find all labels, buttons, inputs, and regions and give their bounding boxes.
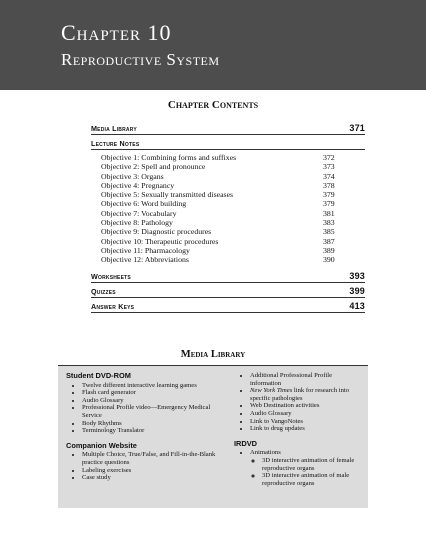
objective-label: Objective 9: Diagnostic procedures	[101, 227, 212, 237]
list-item: • Additional Professional Profile information	[250, 372, 364, 387]
list-item: • Web Destination activities	[250, 402, 364, 410]
objective-label: Objective 2: Spell and pronounce	[101, 162, 206, 172]
animations-label: Animations	[250, 449, 281, 457]
nyt-link-text: New York Times	[250, 387, 293, 395]
toc-objective-row	[91, 255, 365, 264]
chapter-title: Chapter 10	[61, 20, 172, 45]
toc-objective-row	[91, 209, 365, 218]
objective-label: Objective 1: Combining forms and suffixes	[101, 153, 237, 162]
toc-answer-keys	[91, 301, 365, 313]
irdvd-list	[234, 449, 364, 487]
list-item: • Twelve different interactive learning games	[82, 382, 221, 390]
list-item: • Link to drug updates	[250, 425, 364, 433]
toc-objective-row	[91, 227, 365, 236]
objective-label: Objective 6: Word building	[101, 199, 187, 209]
objective-label: Objective 8: Pathology	[101, 218, 173, 228]
media-library-heading: Media Library	[180, 349, 246, 360]
objective-page: 387	[323, 236, 335, 246]
media-library-box	[58, 365, 368, 508]
objective-page: 374	[323, 171, 335, 181]
toc-objective-row	[91, 162, 365, 171]
table-of-contents	[91, 123, 365, 316]
chapter-subtitle: Reproductive System	[61, 50, 220, 69]
toc-section-page: 399	[349, 285, 365, 296]
objective-label: Objective 7: Vocabulary	[101, 208, 177, 218]
list-item: • Multiple Choice, True/False, and Fill-in-the-Blank practice questions	[82, 451, 221, 466]
objective-label: Objective 4: Pregnancy	[101, 180, 175, 190]
toc-section-label: Quizzes	[91, 286, 116, 296]
toc-objective-row	[91, 218, 365, 227]
toc-section-label: Media Library	[91, 124, 137, 133]
toc-objective-row	[91, 237, 365, 246]
toc-section-label: Answer Keys	[91, 301, 135, 311]
objective-page: 378	[323, 180, 335, 190]
list-item: ◦ 3D interactive animation of female reproductive organs	[262, 457, 364, 472]
media-right-column	[234, 372, 364, 487]
objective-page: 379	[323, 190, 335, 200]
objective-label: Objective 3: Organs	[101, 171, 164, 181]
toc-objective-row	[91, 172, 365, 181]
list-item: • Body Rhythms	[82, 420, 221, 428]
toc-quizzes	[91, 286, 365, 298]
toc-worksheets	[91, 271, 365, 283]
list-item: • Audio Glossary	[82, 397, 221, 405]
objective-page: 372	[323, 153, 335, 162]
list-item	[250, 449, 364, 487]
list-item: • Labeling exercises	[82, 467, 221, 475]
companion-list	[66, 451, 221, 481]
student-dvd-list	[66, 382, 221, 435]
objective-label: Objective 5: Sexually transmitted diseases	[101, 190, 234, 200]
objective-page: 379	[323, 199, 335, 209]
media-left-column	[66, 372, 221, 482]
list-item: • Case study	[82, 474, 221, 482]
objective-label: Objective 10: Therapeutic procedures	[101, 236, 219, 246]
toc-objective-row	[91, 199, 365, 208]
list-item: • Flash card generator	[82, 389, 221, 397]
list-item: • Link to VangoNotes	[250, 418, 364, 426]
nyt-link-rest: link for research into specific pathologies	[250, 387, 350, 402]
toc-section-page: 393	[349, 270, 365, 281]
list-item: • Audio Glossary	[250, 410, 364, 418]
animation-sublist	[250, 457, 364, 487]
objective-page: 389	[323, 245, 335, 255]
objective-label: Objective 11: Pharmacology	[101, 245, 190, 255]
list-item	[250, 387, 364, 402]
objective-label: Objective 12: Abbreviations	[101, 255, 189, 265]
toc-objective-row	[91, 181, 365, 190]
toc-objective-row	[91, 153, 365, 162]
toc-objective-row	[91, 246, 365, 255]
objective-page: 373	[323, 162, 335, 172]
objective-page: 383	[323, 218, 335, 228]
objective-page: 385	[323, 227, 335, 237]
contents-heading: Chapter Contents	[167, 99, 259, 111]
companion-more-list	[234, 372, 364, 433]
irdvd-title: IRDVD	[234, 438, 257, 448]
list-item: • Professional Profile video—Emergency Medical Service	[82, 404, 221, 419]
student-dvd-title: Student DVD-ROM	[66, 371, 131, 380]
chapter-banner	[0, 0, 426, 90]
toc-objective-row	[91, 190, 365, 199]
toc-section-page: 371	[349, 123, 365, 133]
objective-page: 381	[323, 208, 335, 218]
toc-section-label: Lecture Notes	[91, 139, 140, 148]
companion-website-title: Companion Website	[66, 440, 137, 450]
toc-section-page: 413	[349, 300, 365, 311]
toc-section-label: Worksheets	[91, 271, 131, 281]
list-item: ◦ 3D interactive animation of male reproductive organs	[262, 472, 364, 487]
objective-page: 390	[323, 255, 335, 265]
toc-media-library	[91, 123, 365, 135]
toc-lecture-notes	[91, 138, 365, 150]
list-item: • Terminology Translator	[82, 427, 221, 435]
